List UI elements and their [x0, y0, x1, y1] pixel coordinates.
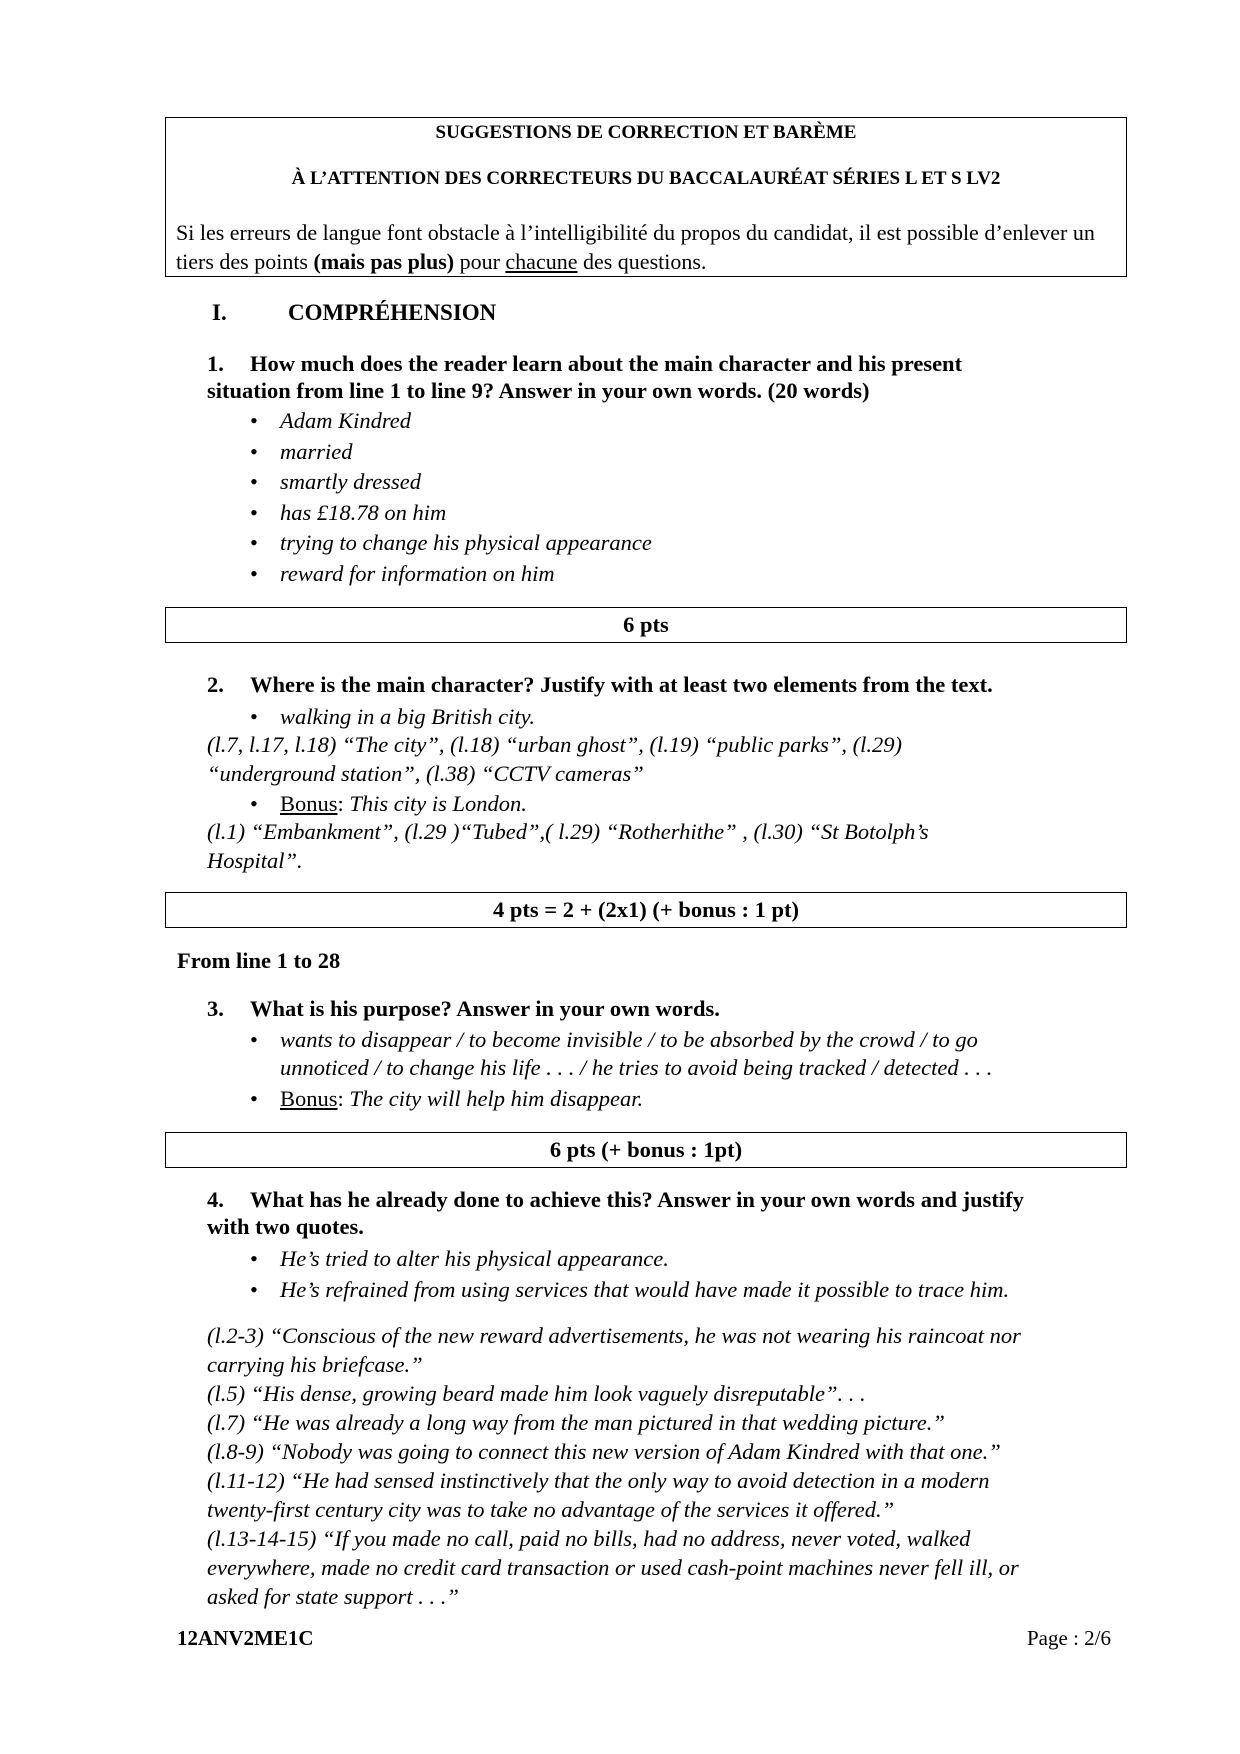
list-item: • Bonus: The city will help him disappear.: [250, 1085, 992, 1113]
header-subtitle: À L’ATTENTION DES CORRECTEURS DU BACCALAURÉAT SÉRIES L ET S LV2: [291, 168, 1001, 189]
header-title: SUGGESTIONS DE CORRECTION ET BARÈME: [435, 122, 857, 143]
list-item: • trying to change his physical appearance: [250, 528, 652, 559]
quotes-4: (l.2-3) “Conscious of the new reward advertisements, he was not wearing his raincoat nor carrying his briefcase.” (l.5) “His dense, growing beard made him look vaguely disreputable”. . . (l.7) “He was already a long way from the man pictured in that wedding picture.” (l.8-9) “Nobody was going to connect this new version of Adam Kindred with that one.” (l.11-12) “He had sensed instinctively that the only way to avoid detection in a modern twenty-first century city was to take no advantage of the services it offered.” (l.13-14-15) “If you made no call, paid no bills, had no address, never voted, walked everywhere, made no credit card transaction or used cash-point machines never fell ill, or asked for state support . . .”: [207, 1323, 1021, 1609]
question-3: 3. What is his purpose? Answer in your own words.: [207, 996, 720, 1021]
answer-list-1: [250, 406, 652, 589]
references-2: (l.7, l.17, l.18) “The city”, (l.18) “urban ghost”, (l.19) “public parks”, (l.29) “underground station”, (l.38) “CCTV cameras”: [207, 732, 903, 786]
bonus-list-2: [250, 789, 527, 820]
answer-list-3: [250, 1026, 992, 1113]
score-box-1: 6 pts: [165, 607, 1127, 643]
list-item: • He’s tried to alter his physical appearance.: [250, 1244, 1009, 1275]
document-code: 12ANV2ME1C: [177, 1626, 314, 1650]
answer-list-4: [250, 1244, 1009, 1305]
list-item: • walking in a big British city.: [250, 702, 535, 733]
list-item: • wants to disappear / to become invisible / to be absorbed by the crowd / to go unnoticed / to change his life . . . / he tries to avoid being tracked / detected . . .: [250, 1026, 992, 1082]
subheading: From line 1 to 28: [177, 948, 341, 973]
score-box-2: 4 pts = 2 + (2x1) (+ bonus : 1 pt): [165, 892, 1127, 928]
question-2: 2. Where is the main character? Justify with at least two elements from the text.: [207, 672, 993, 697]
answer-list-2: [250, 702, 535, 733]
question-1: 1. How much does the reader learn about the main character and his present situation from line 1 to line 9? Answer in your own words. (20 words): [207, 351, 963, 403]
list-item: • He’s refrained from using services that would have made it possible to trace him.: [250, 1275, 1009, 1306]
list-item: • Bonus: This city is London.: [250, 789, 527, 820]
section-title: I. COMPRÉHENSION: [212, 300, 497, 325]
list-item: • has £18.78 on him: [250, 498, 652, 529]
list-item: • reward for information on him: [250, 559, 652, 590]
list-item: • married: [250, 437, 652, 468]
list-item: • smartly dressed: [250, 467, 652, 498]
header-box: [165, 117, 1127, 277]
list-item: • Adam Kindred: [250, 406, 652, 437]
header-instructions: Si les erreurs de langue font obstacle à l’intelligibilité du propos du candidat, il est possible d’enlever un tiers des points (mais pas plus) pour chacune des questions.: [176, 220, 1095, 274]
page-number: Page : 2/6: [1027, 1626, 1111, 1650]
bonus-references-2: (l.1) “Embankment”, (l.29 )“Tubed”,( l.29) “Rotherhithe” , (l.30) “St Botolph’s Hospital”.: [207, 819, 929, 873]
question-4: 4. What has he already done to achieve this? Answer in your own words and justify with two quotes.: [207, 1187, 1024, 1239]
score-box-3: 6 pts (+ bonus : 1pt): [165, 1132, 1127, 1168]
